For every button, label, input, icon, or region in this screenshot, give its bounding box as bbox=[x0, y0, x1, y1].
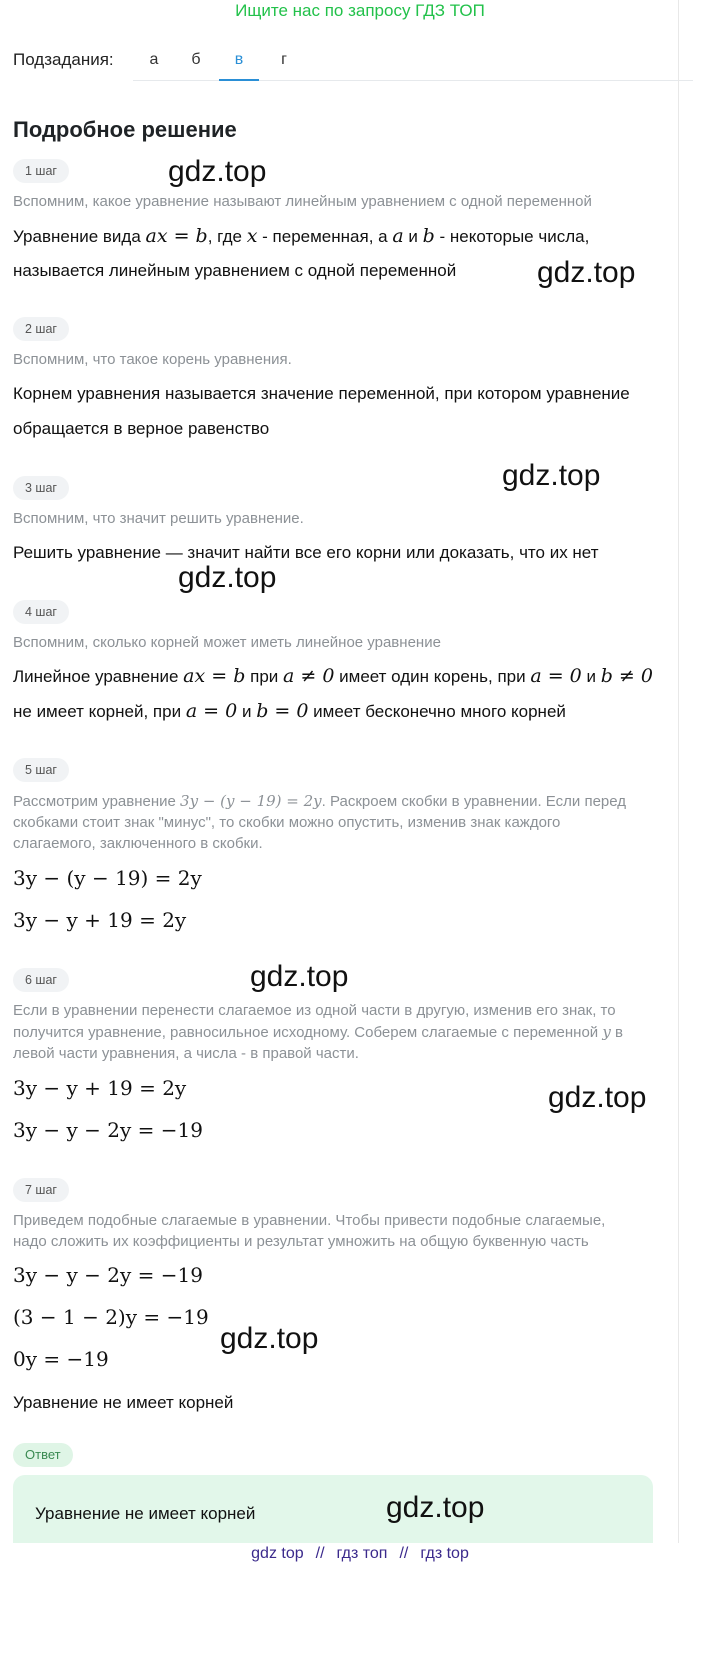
text-part: при bbox=[245, 667, 283, 686]
text-part: имеет бесконечно много корней bbox=[308, 702, 566, 721]
watermark: gdz.top bbox=[386, 1491, 485, 1524]
watermark: gdz.top bbox=[502, 459, 601, 492]
text-part: Рассмотрим уравнение bbox=[13, 793, 181, 810]
step-badge: 5 шаг bbox=[13, 758, 69, 782]
formula: a = 0 bbox=[530, 665, 582, 687]
tab-v[interactable]: в bbox=[219, 44, 259, 80]
step-badge: 1 шаг bbox=[13, 159, 69, 183]
subtasks-label: Подзадания: bbox=[13, 50, 114, 69]
equation: 3y − (y − 19) = 2y bbox=[13, 866, 202, 890]
formula: x bbox=[246, 225, 258, 247]
step-hint: Вспомним, что значит решить уравнение. bbox=[13, 510, 304, 527]
footer-link[interactable]: gdz top bbox=[251, 1545, 304, 1562]
step-hint bbox=[13, 790, 693, 813]
step-text: называется линейным уравнением с одной переменной bbox=[13, 261, 457, 280]
equation: (3 − 1 − 2)y = −19 bbox=[13, 1305, 209, 1329]
page-title: Подробное решение bbox=[13, 117, 237, 142]
step-badge: 3 шаг bbox=[13, 476, 69, 500]
formula: a bbox=[392, 225, 404, 247]
text-part: Линейное уравнение bbox=[13, 667, 184, 686]
equation: 3y − y + 19 = 2y bbox=[13, 908, 187, 932]
watermark: gdz.top bbox=[178, 561, 277, 594]
text-part: и bbox=[237, 702, 257, 721]
watermark: gdz.top bbox=[168, 155, 267, 188]
tab-g[interactable]: г bbox=[281, 51, 287, 68]
step-text: Решить уравнение — значит найти все его корни или доказать, что их нет bbox=[13, 543, 599, 562]
footer-separator: // bbox=[399, 1545, 409, 1562]
formula: b = 0 bbox=[256, 700, 309, 722]
divider bbox=[678, 0, 679, 1545]
text-part: не имеет корней, при bbox=[13, 702, 186, 721]
step-text: обращается в верное равенство bbox=[13, 419, 270, 438]
tab-b[interactable]: б bbox=[191, 51, 201, 68]
watermark: gdz.top bbox=[220, 1322, 319, 1355]
text-part: получится уравнение, равносильное исходному. Соберем слагаемые с переменной bbox=[13, 1024, 603, 1041]
formula: ax = b bbox=[145, 225, 208, 247]
formula: y bbox=[602, 1023, 611, 1041]
equation: 3y − y − 2y = −19 bbox=[13, 1118, 203, 1142]
step-badge: 6 шаг bbox=[13, 968, 69, 992]
text-part: и bbox=[581, 667, 601, 686]
equation: 3y − y − 2y = −19 bbox=[13, 1263, 203, 1287]
footer-links bbox=[0, 1543, 720, 1567]
text-part: - переменная, а bbox=[257, 227, 393, 246]
step-hint: Если в уравнении перенести слагаемое из одной части в другую, изменив его знак, то bbox=[13, 1002, 616, 1019]
tab-a[interactable]: а bbox=[149, 51, 159, 68]
step-text: Корнем уравнения называется значение переменной, при котором уравнение bbox=[13, 384, 630, 403]
text-part: имеет один корень, при bbox=[334, 667, 531, 686]
text-part: . Раскроем скобки в уравнении. Если перед bbox=[321, 793, 627, 810]
text-part: Уравнение вида bbox=[13, 227, 146, 246]
subtasks-tabs bbox=[133, 44, 693, 81]
step-hint: левой части уравнения, а числа - в правой части. bbox=[13, 1045, 359, 1062]
answer-badge: Ответ bbox=[13, 1443, 73, 1467]
formula: b ≠ 0 bbox=[600, 665, 653, 687]
search-banner: Ищите нас по запросу ГДЗ ТОП bbox=[235, 1, 485, 20]
formula: ax = b bbox=[183, 665, 246, 687]
formula: 3y − (y − 19) = 2y bbox=[180, 792, 322, 810]
footer-link[interactable]: гдз top bbox=[420, 1545, 469, 1562]
step-hint: Вспомним, что такое корень уравнения. bbox=[13, 351, 292, 368]
equation: 3y − y + 19 = 2y bbox=[13, 1076, 187, 1100]
step-badge: 7 шаг bbox=[13, 1178, 69, 1202]
watermark: gdz.top bbox=[537, 256, 636, 289]
step-hint: Вспомним, какое уравнение называют линейным уравнением с одной переменной bbox=[13, 193, 592, 210]
text-part: , где bbox=[207, 227, 247, 246]
step-badge: 2 шаг bbox=[13, 317, 69, 341]
watermark: gdz.top bbox=[548, 1081, 647, 1114]
step-text bbox=[13, 665, 653, 688]
step-badge: 4 шаг bbox=[13, 600, 69, 624]
equation: 0y = −19 bbox=[13, 1347, 109, 1371]
step-hint: слагаемого, заключенного в скобки. bbox=[13, 835, 263, 852]
footer-separator: // bbox=[315, 1545, 325, 1562]
text-part: в bbox=[610, 1024, 623, 1041]
answer-text: Уравнение не имеет корней bbox=[35, 1504, 256, 1523]
step-hint: Вспомним, сколько корней может иметь линейное уравнение bbox=[13, 634, 441, 651]
step-hint: надо сложить их коэффициенты и результат умножить на общую буквенную часть bbox=[13, 1233, 589, 1250]
watermark: gdz.top bbox=[250, 960, 349, 993]
footer-link[interactable]: гдз топ bbox=[336, 1545, 388, 1562]
step-text bbox=[13, 225, 589, 248]
formula: b bbox=[422, 225, 435, 247]
step-text bbox=[13, 700, 566, 723]
formula: a = 0 bbox=[185, 700, 238, 722]
formula: a ≠ 0 bbox=[283, 665, 335, 687]
text-part: и bbox=[403, 227, 423, 246]
text-part: - некоторые числа, bbox=[434, 227, 590, 246]
step-hint: Приведем подобные слагаемые в уравнении. Чтобы привести подобные слагаемые, bbox=[13, 1212, 606, 1229]
step-hint bbox=[13, 1021, 693, 1044]
step-conclusion: Уравнение не имеет корней bbox=[13, 1393, 234, 1412]
step-hint: скобками стоит знак "минус", то скобки можно опустить, изменив знак каждого bbox=[13, 814, 561, 831]
